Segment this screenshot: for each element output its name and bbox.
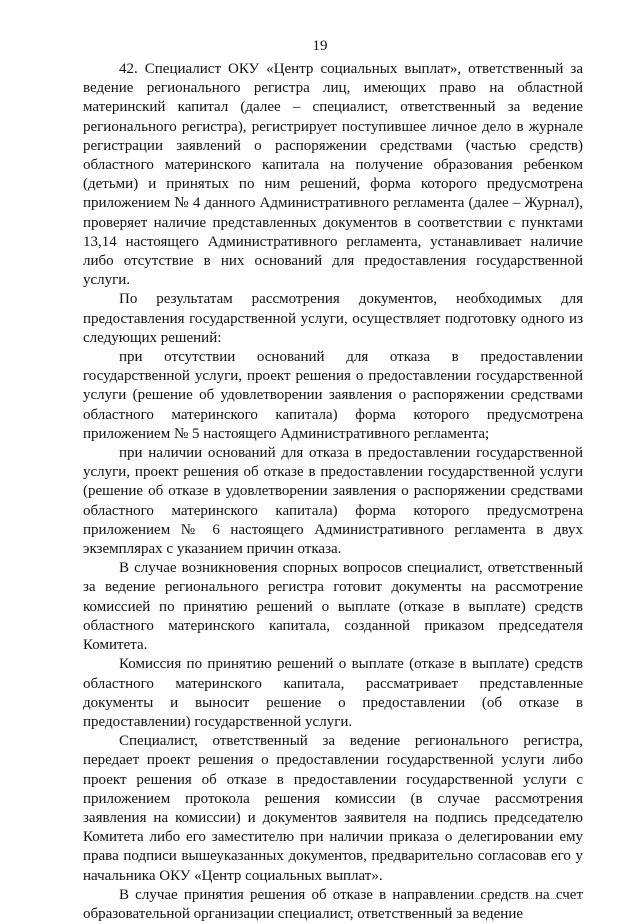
page-number: 19: [312, 38, 328, 54]
paragraph-no-refusal-grounds: при отсутствии оснований для отказа в предоставлении государственной услуги, проект решения о предоставлении государственной услуги (решение об удовлетворении заявления о распоряжении средствами областного материнского капитала) форма которого предусмотрена приложением № 5 настоящего Административного регламента;: [83, 349, 583, 442]
paragraph-disputes: В случае возникновения спорных вопросов специалист, ответственный за ведение регионального регистра готовит документы на рассмотрение комиссией по принятию решений о выплате (отказе в выплате) средств областного материнского капитала, созданной приказом председателя Комитета.: [83, 560, 583, 654]
paragraph-refusal-grounds: при наличии оснований для отказа в предоставлении государственной услуги, проект решения об отказе в предоставлении государственной услуги (решение об отказе в удовлетворении заявления о распоряжении средствами областного материнского капитала) форма которого предусмотрена приложением № 6 настоящего Административного регламента в двух экземплярах с указанием причин отказа.: [83, 445, 583, 558]
paragraph-review-results: По результатам рассмотрения документов, необходимых для предоставления государственной услуги, осуществляет подготовку одного из следующих решений:: [83, 291, 583, 346]
document-body: [83, 60, 583, 924]
paragraph-signature-transfer: Специалист, ответственный за ведение регионального регистра, передает проект решения о предоставлении государственной услуги либо проект решения об отказе в предоставлении государственной услуги с приложением протокола решения комиссии (в случае рассмотрения заявления на комиссии) и документов заявителя на подпись председателю Комитета либо его заместителю при наличии приказа о делегировании ему права подписи вышеуказанных документов, предварительно согласовав его у начальника ОКУ «Центр социальных выплат».: [83, 733, 583, 884]
paragraph-refusal-decision: В случае принятия решения об отказе в направлении средств на счет образовательной организации специалист, ответственный за ведение: [83, 886, 583, 922]
scan-artifact-line: [460, 897, 580, 899]
paragraph-42: 42. Специалист ОКУ «Центр социальных выплат», ответственный за ведение регионального регистра лиц, имеющих право на областной материнский капитал (далее – специалист, ответственный за ведение регионального регистра), регистрирует поступившее личное дело в журнале регистрации заявлений о распоряжении средствами (частью средств) областного материнского капитала на получение образования ребенком (детьми) и принятых по ним решений, форма которого предусмотрена приложением № 4 данного Административного регламента (далее – Журнал), проверяет наличие представленных документов в соответствии с пунктами 13,14 настоящего Административного регламента, устанавливает наличие либо отсутствие в них оснований для предоставления государственной услуги.: [83, 61, 583, 289]
paragraph-commission: Комиссия по принятию решений о выплате (отказе в выплате) средств областного материнского капитала, рассматривает представленные документы и выносит решение о предоставлении (об отказе в предоставлении) государственной услуги.: [83, 656, 583, 730]
